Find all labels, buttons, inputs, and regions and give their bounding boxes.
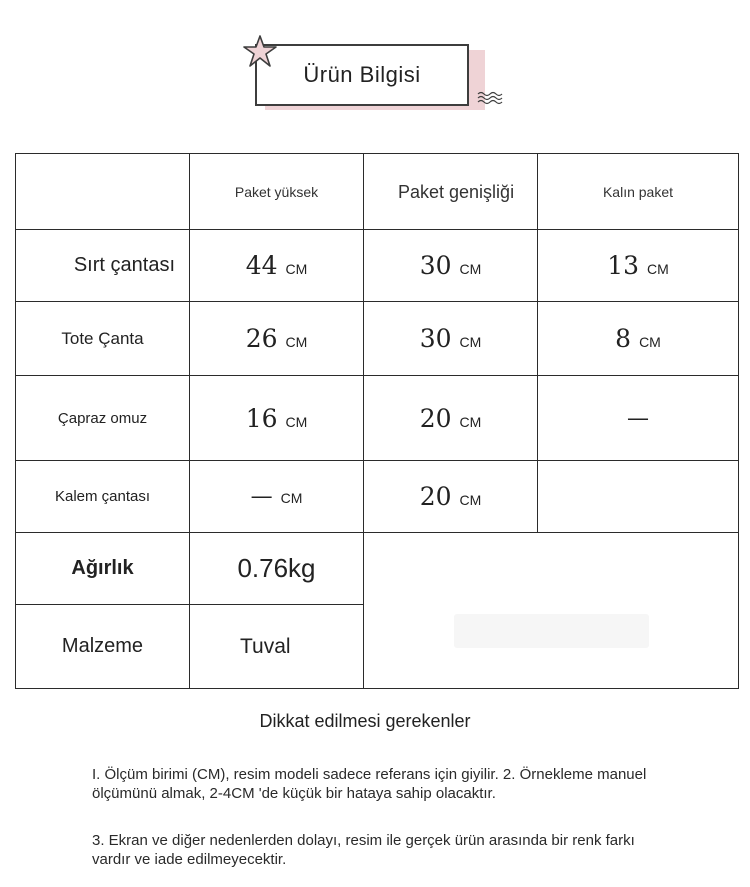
value-cell [538, 302, 739, 376]
product-info-badge [243, 34, 505, 126]
value-number: 44 [245, 251, 278, 280]
value-cell [538, 230, 739, 302]
value-cell [364, 230, 538, 302]
waves-icon [477, 90, 503, 106]
page-title: Ürün Bilgisi [303, 62, 421, 87]
note-item: I. Ölçüm birimi (CM), resim modeli sadece referans için giyilir. 2. Örnekleme manuel ölçümünü almak, 2-4CM 'de küçük bir hataya sahip olacaktır. [92, 766, 647, 802]
table-row [16, 302, 739, 376]
value-number: 30 [419, 324, 452, 353]
material-label: Malzeme [16, 605, 190, 689]
weight-label: Ağırlık [16, 533, 190, 605]
star-icon [243, 34, 277, 68]
column-header-width: Paket genişliği [364, 154, 538, 230]
value-number: 30 [419, 251, 452, 280]
notes-title: Dikkat edilmesi gerekenler [259, 711, 471, 731]
row-label: Tote Çanta [16, 302, 190, 376]
value-cell [190, 376, 364, 461]
table-row [16, 230, 739, 302]
value-unit: CM [280, 490, 303, 506]
value-dash: — [627, 405, 649, 431]
value-number: 20 [419, 482, 452, 511]
header-empty-cell [16, 154, 190, 230]
table-row [16, 461, 739, 533]
value-cell [190, 461, 364, 533]
value-cell [364, 376, 538, 461]
value-cell [538, 376, 739, 461]
column-header-thickness: Kalın paket [538, 154, 739, 230]
size-table [15, 153, 739, 689]
value-unit: CM [285, 413, 308, 430]
value-number: 8 [615, 324, 632, 353]
value-number: 26 [245, 324, 278, 353]
blurred-watermark [454, 614, 649, 648]
value-unit: CM [639, 334, 661, 350]
row-label: Kalem çantası [16, 461, 190, 533]
weight-value: 0.76kg [190, 533, 364, 605]
value-cell [364, 302, 538, 376]
table-row [16, 376, 739, 461]
value-number: 20 [419, 403, 452, 433]
value-unit: CM [459, 261, 482, 277]
note-item: 3. Ekran ve diğer nedenlerden dolayı, resim ile gerçek ürün arasında bir renk farkı vardır ve iade edilmeyecektir. [92, 832, 635, 868]
value-cell [190, 302, 364, 376]
row-label: Sırt çantası [16, 230, 190, 302]
weight-row [16, 533, 739, 605]
value-number: 16 [245, 403, 278, 433]
material-value: Tuval [190, 605, 364, 689]
row-label: Çapraz omuz [16, 376, 190, 461]
value-unit: CM [285, 261, 308, 277]
value-cell [364, 461, 538, 533]
value-dash: — [250, 484, 273, 509]
value-unit: CM [285, 334, 308, 350]
table-header-row [16, 154, 739, 230]
value-unit: CM [459, 492, 482, 508]
value-unit: CM [459, 413, 482, 430]
value-number: 13 [607, 251, 640, 280]
value-cell [190, 230, 364, 302]
value-unit: CM [647, 261, 669, 277]
column-header-height: Paket yüksek [190, 154, 364, 230]
value-cell-empty [538, 461, 739, 533]
value-unit: CM [459, 334, 482, 350]
blank-area [364, 533, 739, 689]
